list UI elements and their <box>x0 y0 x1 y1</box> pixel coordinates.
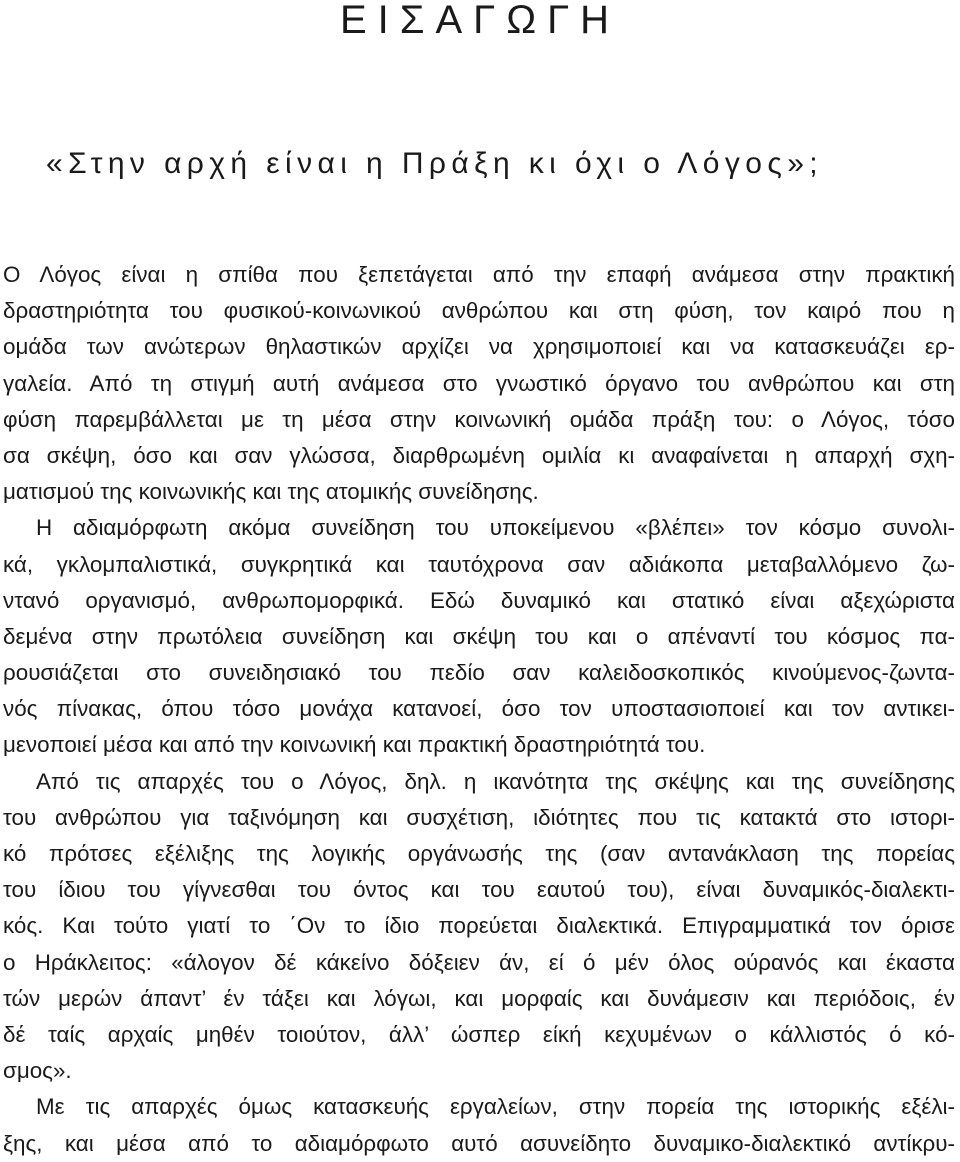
paragraph-1 <box>3 257 955 510</box>
text-line: Η αδιαμόρφωτη ακόμα συνείδηση του υποκείμενου «βλέπει» τον κόσμο συνολι- <box>36 515 955 541</box>
text-line: μενοποιεί μέσα και από την κοινωνική και πρακτική δραστηριότητά του. <box>3 732 706 758</box>
text-line: δέ ταίς αρχαίς μηθέν τοιούτον, άλλ’ ώσπερ είκή κεχυμένων ο κάλλιστός ό κό- <box>3 1021 955 1047</box>
text-line: φύση παρεμβάλλεται με τη μέσα στην κοινωνική ομάδα πράξη του: ο Λόγος, τόσο <box>3 406 955 432</box>
text-line: σμος». <box>3 1058 72 1084</box>
chapter-epigraph-question: «Στην αρχή είναι η Πράξη κι όχι ο Λόγος»; <box>46 147 824 180</box>
text-line: κός. Και τούτο γιατί το ΄Ον το ίδιο πορεύεται διαλεκτικά. Επιγραμματικά τον όρισε <box>3 913 955 939</box>
text-line: του ανθρώπου για ταξινόμηση και συσχέτιση, ιδιότητες που τις κατακτά στο ιστορι- <box>3 804 955 830</box>
text-line: ο Ηράκλειτος: «άλογον δέ κάκείνο δόξειεν άν, εί ό μέν όλος ούρανός και έκαστα <box>3 949 955 975</box>
text-line: δεμένα στην πρωτόλεια συνείδηση και σκέψη του και ο απέναντί του κόσμος πα- <box>3 623 955 649</box>
paragraph-4 <box>3 1089 955 1161</box>
text-line: ομάδα των ανώτερων θηλαστικών αρχίζει να χρησιμοποιεί και να κατασκευάζει ερ- <box>3 334 955 360</box>
text-line: ματισμού της κοινωνικής και της ατομικής συνείδησης. <box>3 479 539 505</box>
text-line: κά, γκλομπαλιστικά, συγκρητικά και ταυτόχρονα σαν αδιάκοπα μεταβαλλόμενο ζω- <box>3 551 955 577</box>
paragraph-2 <box>3 510 955 763</box>
text-line: Με τις απαρχές όμως κατασκευής εργαλείων, στην πορεία της ιστορικής εξέλι- <box>36 1094 955 1120</box>
text-line: του ίδιου του γίγνεσθαι του όντος και του εαυτού του), είναι δυναμικός-διαλεκτι- <box>3 877 955 903</box>
paragraph-3 <box>3 764 955 1090</box>
text-line: σα σκέψη, όσο και σαν γλώσσα, διαρθρωμένη ομιλία κι αναφαίνεται η απαρχή σχη- <box>3 442 955 468</box>
text-line: ρουσιάζεται στο συνειδησιακό του πεδίο σαν καλειδοσκοπικός κινούμενος-ζωντα- <box>3 660 955 686</box>
text-line: ξης, και μέσα από το αδιαμόρφωτο αυτό ασυνείδητο δυναμικο-διαλεκτικό αντίκρυ- <box>3 1130 955 1156</box>
text-line: τών μερών άπαντ’ έν τάξει και λόγωι, και μορφαίς και δυνάμεσιν και περιόδοις, έν <box>3 985 955 1011</box>
text-line: δραστηριότητα του φυσικού-κοινωνικού ανθρώπου και στη φύση, τον καιρό που η <box>3 298 955 324</box>
text-line: νός πίνακας, όπου τόσο μονάχα κατανοεί, όσο τον υποστασιοποιεί και τον αντικει- <box>3 696 955 722</box>
text-line: Από τις απαρχές του ο Λόγος, δηλ. η ικανότητα της σκέψης και της συνείδησης <box>36 768 955 794</box>
text-line: γαλεία. Από τη στιγμή αυτή ανάμεσα στο γνωστικό όργανο του ανθρώπου και στη <box>3 370 955 396</box>
body-text <box>3 257 955 1162</box>
text-line: Ο Λόγος είναι η σπίθα που ξεπετάγεται από την επαφή ανάμεσα στην πρακτική <box>3 262 955 287</box>
chapter-title: ΕΙΣΑΓΩΓΗ <box>339 0 621 42</box>
text-line: ντανό οργανισμό, ανθρωπομορφικά. Εδώ δυναμικό και στατικό είναι αξεχώριστα <box>3 587 955 613</box>
text-line: κό πρότσες εξέλιξης της λογικής οργάνωσής της (σαν αντανάκλαση της πορείας <box>3 841 955 866</box>
